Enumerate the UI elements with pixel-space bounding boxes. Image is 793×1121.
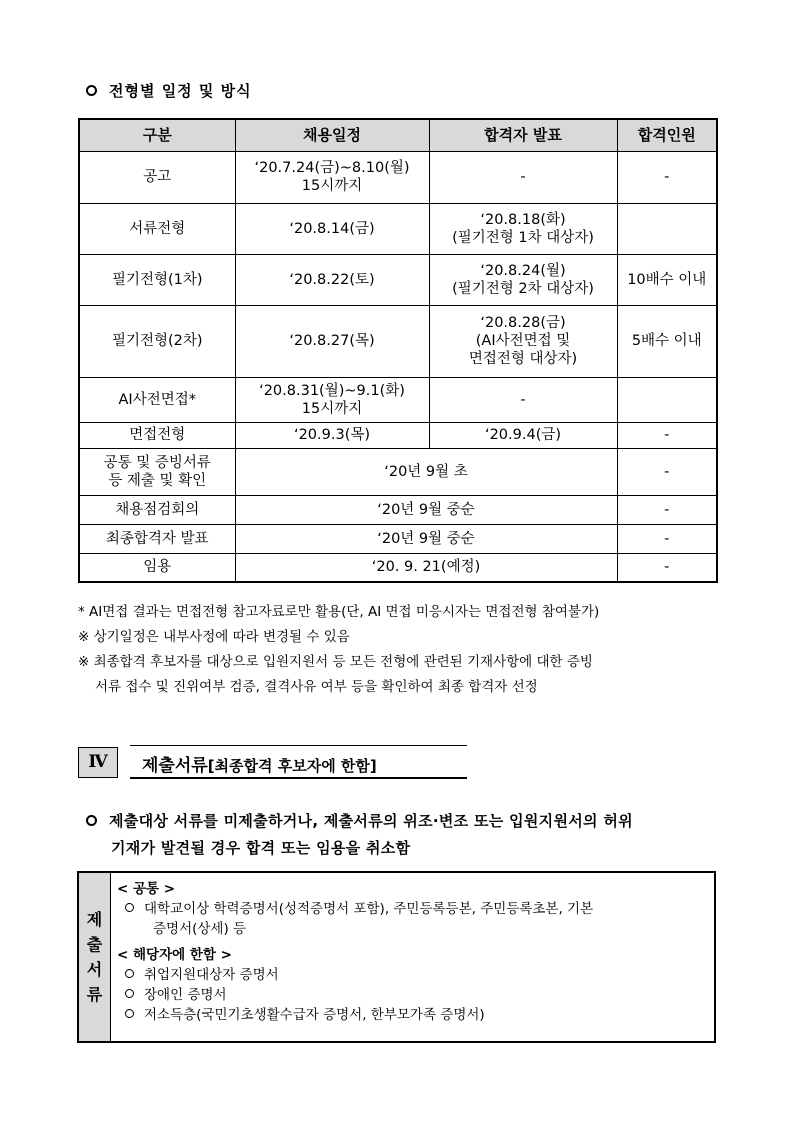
table-row xyxy=(79,448,717,495)
stage-cell: AI사전면접* xyxy=(79,377,235,422)
count-cell xyxy=(617,377,717,422)
circle-bullet-icon xyxy=(86,815,97,826)
table-row xyxy=(79,553,717,582)
stage-cell: 최종합격자 발표 xyxy=(79,524,235,553)
schedule-cell: ‘20년 9월 초 xyxy=(235,448,617,495)
schedule-cell: ‘20.8.31(월)~9.1(화) 15시까지 xyxy=(235,377,429,422)
section-number-badge: Ⅳ xyxy=(78,747,118,778)
count-cell: - xyxy=(617,524,717,553)
stage-cell: 필기전형(1차) xyxy=(79,254,235,305)
circle-bullet-icon xyxy=(125,1009,134,1018)
list-item: 장애인 증명서 xyxy=(117,985,713,1005)
schedule-cell: ‘20년 9월 중순 xyxy=(235,524,617,553)
table-row xyxy=(79,203,717,254)
submission-paragraph: 제출대상 서류를 미제출하거나, 제출서류의 위조·변조 또는 입원지원서의 허위 기재가 발견될 경우 합격 또는 임용을 취소함 xyxy=(86,808,726,862)
count-cell: - xyxy=(617,448,717,495)
announce-cell: ‘20.8.28(금) (AI사전면접 및 면접전형 대상자) xyxy=(429,305,617,377)
note-line: ※ 상기일정은 내부사정에 따라 변경될 수 있음 xyxy=(78,629,350,645)
schedule-cell: ‘20.7.24(금)~8.10(월) 15시까지 xyxy=(235,151,429,203)
note-line: * AI면접 결과는 면접전형 참고자료로만 활용(단, AI 면접 미응시자는 면접전형 참여불가) xyxy=(78,604,600,620)
announce-cell: - xyxy=(429,377,617,422)
stage-cell: 필기전형(2차) xyxy=(79,305,235,377)
applicable-header: < 해당자에 한함 > xyxy=(117,947,232,963)
notes-block xyxy=(78,600,728,700)
stage-cell: 공고 xyxy=(79,151,235,203)
announce-cell: ‘20.8.18(화) (필기전형 1차 대상자) xyxy=(429,203,617,254)
circle-bullet-icon xyxy=(86,85,97,96)
schedule-cell: ‘20. 9. 21(예정) xyxy=(235,553,617,582)
announce-cell: - xyxy=(429,151,617,203)
count-cell: - xyxy=(617,553,717,582)
column-header: 구분 xyxy=(79,119,235,151)
count-cell xyxy=(617,203,717,254)
column-header: 합격인원 xyxy=(617,119,717,151)
table-row xyxy=(79,377,717,422)
documents-label: 제 출 서 류 xyxy=(79,873,111,1041)
section-title-bar xyxy=(130,745,467,779)
list-item: 대학교이상 학력증명서(성적증명서 포함), 주민등록등본, 주민등록초본, 기본 증명서(상세) 등 xyxy=(117,899,713,939)
documents-box xyxy=(77,871,716,1043)
count-cell: - xyxy=(617,495,717,524)
schedule-cell: ‘20.8.22(토) xyxy=(235,254,429,305)
stage-cell: 채용점검회의 xyxy=(79,495,235,524)
table-row xyxy=(79,422,717,448)
circle-bullet-icon xyxy=(125,989,134,998)
stage-cell: 공통 및 증빙서류 등 제출 및 확인 xyxy=(79,448,235,495)
count-cell: - xyxy=(617,151,717,203)
schedule-cell: ‘20.8.14(금) xyxy=(235,203,429,254)
announce-cell: ‘20.8.24(월) (필기전형 2차 대상자) xyxy=(429,254,617,305)
schedule-cell: ‘20.9.3(목) xyxy=(235,422,429,448)
schedule-cell: ‘20.8.27(목) xyxy=(235,305,429,377)
table-row xyxy=(79,495,717,524)
stage-cell: 임용 xyxy=(79,553,235,582)
note-line: 서류 접수 및 진위여부 검증, 결격사유 여부 등을 확인하여 최종 합격자 선정 xyxy=(95,679,538,695)
section-title: 제출서류[최종합격 후보자에 한함] xyxy=(142,756,377,776)
table-row xyxy=(79,305,717,377)
schedule-table xyxy=(78,118,718,583)
stage-cell: 면접전형 xyxy=(79,422,235,448)
common-header: < 공통 > xyxy=(117,881,176,897)
column-header: 채용일정 xyxy=(235,119,429,151)
circle-bullet-icon xyxy=(125,969,134,978)
table-header-row xyxy=(79,119,717,151)
announce-cell: ‘20.9.4(금) xyxy=(429,422,617,448)
stage-cell: 서류전형 xyxy=(79,203,235,254)
schedule-cell: ‘20년 9월 중순 xyxy=(235,495,617,524)
table-row xyxy=(79,524,717,553)
column-header: 합격자 발표 xyxy=(429,119,617,151)
count-cell: - xyxy=(617,422,717,448)
documents-content xyxy=(117,879,713,1025)
count-cell: 5배수 이내 xyxy=(617,305,717,377)
table-row xyxy=(79,151,717,203)
count-cell: 10배수 이내 xyxy=(617,254,717,305)
list-item: 취업지원대상자 증명서 xyxy=(117,965,713,985)
section-heading: 전형별 일정 및 방식 xyxy=(86,80,252,101)
table-row xyxy=(79,254,717,305)
note-line: ※ 최종합격 후보자를 대상으로 입원지원서 등 모든 전형에 관련된 기재사항에 대한 증빙 xyxy=(78,654,593,670)
list-item: 저소득층(국민기초생활수급자 증명서, 한부모가족 증명서) xyxy=(117,1005,713,1025)
circle-bullet-icon xyxy=(125,903,134,912)
